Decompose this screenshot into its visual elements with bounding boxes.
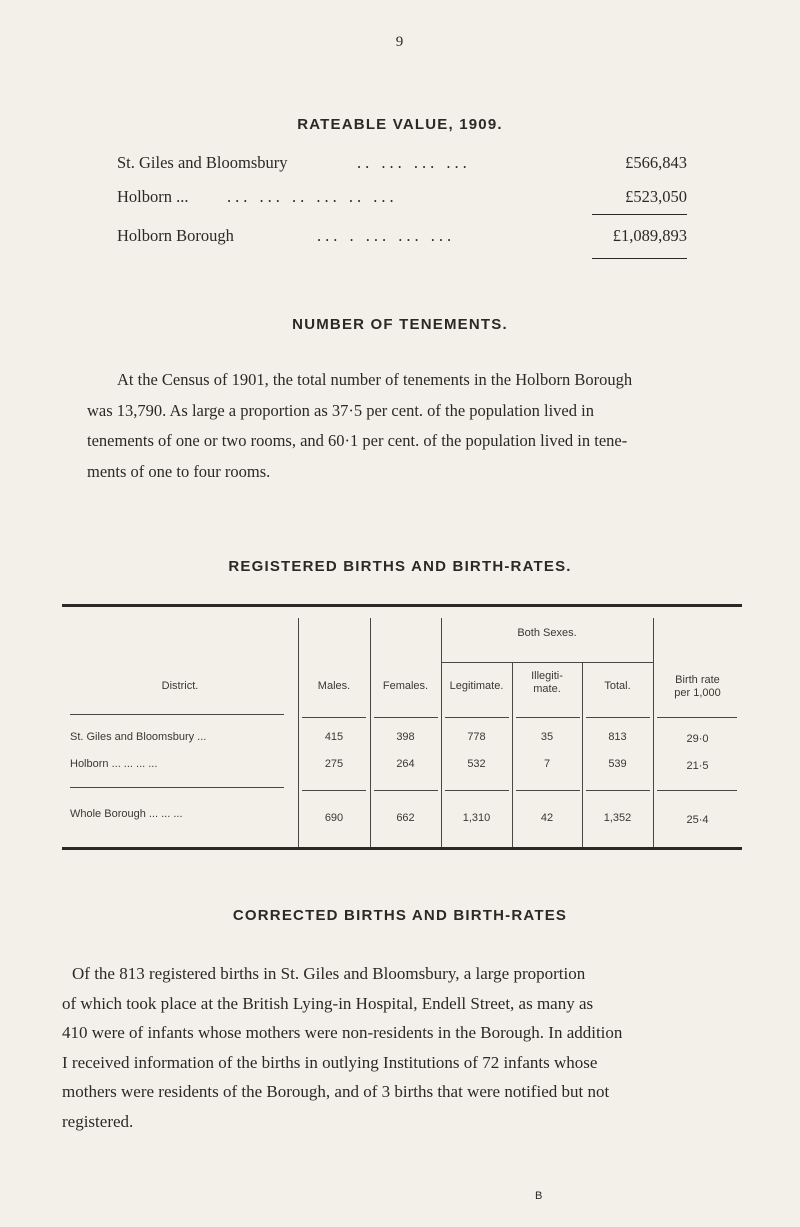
signature-mark: B: [535, 1190, 543, 1202]
row-females: 398: [396, 731, 415, 743]
row-total: 1,352: [603, 812, 632, 824]
corrected-paragraph: [62, 959, 747, 1136]
header-males: Males.: [317, 680, 351, 692]
rateable-row-amount: £1,089,893: [612, 226, 687, 245]
paragraph-line: of which took place at the British Lying-in Hospital, Endell Street, as many as: [62, 993, 594, 1013]
total-rule: [592, 258, 687, 259]
header-illegitimate: mate.: [533, 683, 561, 695]
header-rule: [70, 714, 284, 715]
row-females: 264: [396, 758, 415, 770]
both-sexes-rule: [442, 662, 653, 663]
header-total: Total.: [604, 680, 631, 692]
paragraph-line: tenements of one or two rooms, and 60·1 per cent. of the population lived in tene-: [87, 431, 628, 450]
row-males: 690: [324, 812, 344, 824]
rateable-row-name: Holborn Borough: [117, 226, 234, 245]
subtotal-rule: [445, 790, 509, 791]
header-rule: [302, 717, 366, 718]
header-rule: [657, 717, 737, 718]
header-both-sexes: Both Sexes.: [517, 627, 577, 639]
row-rate: 21·5: [686, 760, 709, 772]
rateable-row: [117, 153, 687, 175]
row-illegitimate: 42: [540, 812, 554, 824]
subtotal-rule: [586, 790, 650, 791]
table-top-rule: [62, 604, 742, 607]
row-district: Whole Borough ... ... ...: [70, 808, 183, 820]
header-rule: [516, 717, 580, 718]
header-legitimate: Legitimate.: [449, 680, 504, 692]
paragraph-line: mothers were residents of the Borough, and of 3 births that were notified but not: [62, 1082, 610, 1101]
header-rule: [586, 717, 650, 718]
row-females: 662: [396, 812, 415, 824]
row-legitimate: 532: [467, 758, 486, 770]
header-rule: [374, 717, 438, 718]
header-birth-rate: Birth rate: [675, 674, 720, 686]
rateable-row-name: St. Giles and Bloomsbury: [117, 153, 288, 172]
leader-dots: ... . ... ... ...: [317, 226, 456, 245]
subtotal-rule: [516, 790, 580, 791]
subtotal-rule: [302, 790, 366, 791]
row-district: St. Giles and Bloomsbury ...: [70, 731, 207, 743]
paragraph-line: was 13,790. As large a proportion as 37·5 per cent. of the population lived in: [87, 400, 594, 420]
subtotal-rule: [657, 790, 737, 791]
paragraph-line: ments of one to four rooms.: [87, 461, 271, 481]
paragraph-line: 410 were of infants whose mothers were non-residents in the Borough. In addition: [62, 1023, 623, 1042]
row-rate: 29·0: [686, 733, 709, 745]
row-legitimate: 778: [467, 731, 486, 743]
table-bottom-rule: [62, 847, 742, 850]
row-males: 275: [324, 758, 344, 770]
rateable-row-total: [117, 226, 687, 248]
rateable-row-amount: £566,843: [625, 153, 687, 172]
row-illegitimate: 7: [543, 758, 551, 770]
rateable-row-name: Holborn ...: [117, 187, 189, 206]
row-legitimate: 1,310: [462, 812, 491, 824]
rateable-row: [117, 187, 687, 209]
rateable-row-amount: £523,050: [625, 187, 687, 206]
row-district: Holborn ... ... ... ...: [70, 758, 158, 770]
paragraph-line: Of the 813 registered births in St. Giles and Bloomsbury, a large proportion: [72, 964, 586, 983]
births-table: [62, 604, 742, 850]
row-males: 415: [324, 731, 344, 743]
row-illegitimate: 35: [540, 731, 554, 743]
paragraph-line: I received information of the births in outlying Institutions of 72 infants whose: [62, 1052, 598, 1072]
header-females: Females.: [382, 680, 429, 692]
paragraph-line: At the Census of 1901, the total number of tenements in the Holborn Borough: [117, 370, 633, 389]
header-district: District.: [161, 680, 199, 692]
header-illegitimate: Illegiti-: [531, 670, 563, 682]
sum-rule: [592, 214, 687, 215]
rateable-value-heading: RATEABLE VALUE, 1909.: [297, 116, 503, 133]
tenements-paragraph: [87, 365, 747, 487]
tenements-heading: NUMBER OF TENEMENTS.: [292, 316, 508, 333]
paragraph-line: registered.: [62, 1111, 134, 1131]
leader-dots: ... ... .. ... .. ...: [227, 187, 398, 206]
corrected-births-heading: CORRECTED BIRTHS AND BIRTH-RATES: [232, 907, 568, 924]
row-rate: 25·4: [686, 814, 709, 826]
row-total: 539: [608, 758, 627, 770]
subtotal-rule: [374, 790, 438, 791]
leader-dots: .. ... ... ...: [357, 153, 471, 172]
header-rule: [445, 717, 509, 718]
subtotal-rule: [70, 787, 284, 788]
births-heading: REGISTERED BIRTHS AND BIRTH-RATES.: [228, 558, 572, 575]
header-birth-rate: per 1,000: [674, 687, 721, 699]
page-number: 9: [395, 34, 405, 50]
row-total: 813: [608, 731, 627, 743]
